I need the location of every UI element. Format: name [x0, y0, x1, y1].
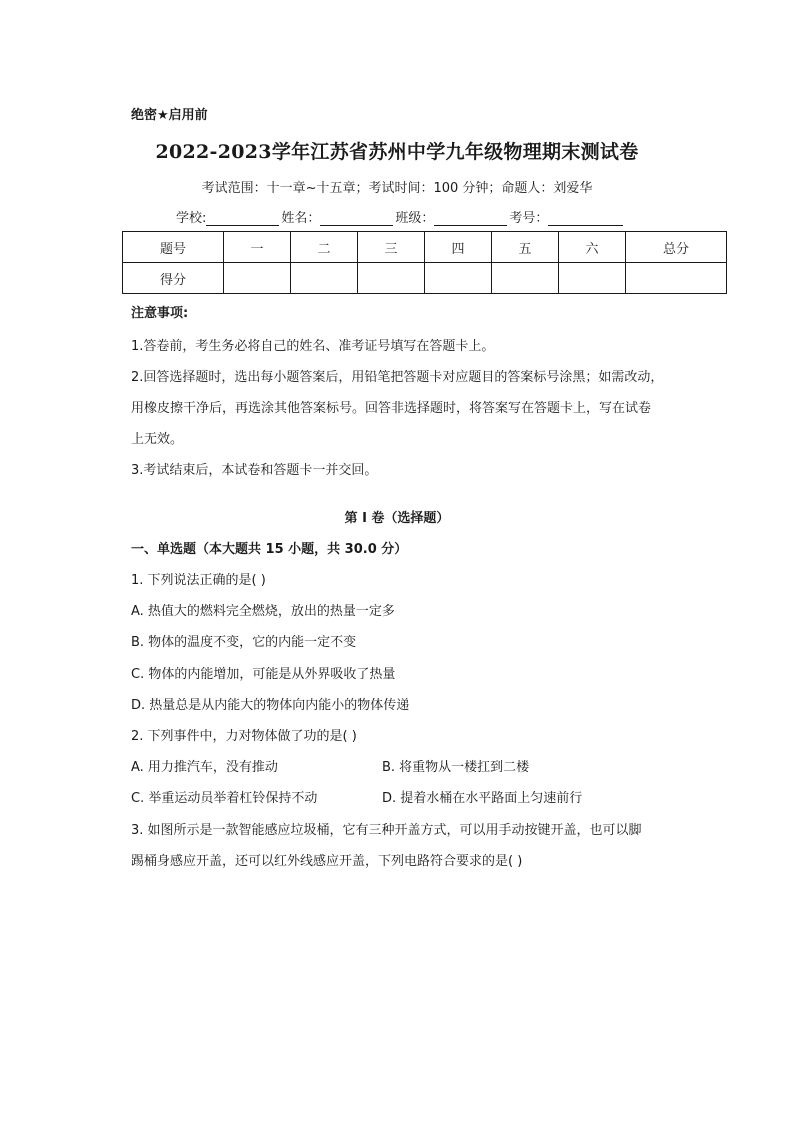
score-table-score-row: [123, 263, 727, 294]
question-1-option-d: D. 热量总是从内能大的物体向内能小的物体传递: [131, 698, 410, 713]
question-2-option-c: C. 举重运动员举着杠铃保持不动: [131, 791, 318, 806]
table-header-cell: 五: [492, 232, 559, 263]
score-cell: [358, 263, 425, 294]
secret-label: 绝密★启用前: [131, 108, 208, 123]
question-2-option-b: B. 将重物从一楼扛到二楼: [382, 760, 530, 775]
table-header-cell: 二: [291, 232, 358, 263]
score-cell: [492, 263, 559, 294]
table-header-cell: 一: [224, 232, 291, 263]
question-3-stem-line-1: 3. 如图所示是一款智能感应垃圾桶，它有三种开盖方式，可以用手动按键开盖，也可以脚: [131, 823, 642, 838]
notice-line: 1.答卷前，考生务必将自己的姓名、准考证号填写在答题卡上。: [131, 339, 495, 354]
question-1-option-c: C. 物体的内能增加，可能是从外界吸收了热量: [131, 667, 396, 682]
score-table-header-row: [123, 232, 727, 263]
table-header-cell: 题号: [123, 232, 224, 263]
name-label: 姓名：: [281, 211, 321, 226]
question-2-option-d: D. 提着水桶在水平路面上匀速前行: [382, 791, 583, 806]
question-3-stem-line-2: 踢桶身感应开盖，还可以红外线感应开盖，下列电路符合要求的是( ): [131, 854, 523, 869]
table-header-cell: 六: [559, 232, 626, 263]
score-cell: [559, 263, 626, 294]
score-cell: [224, 263, 291, 294]
class-label: 班级：: [395, 211, 435, 226]
question-2-option-a: A. 用力推汽车，没有推动: [131, 760, 278, 775]
question-1-option-b: B. 物体的温度不变，它的内能一定不变: [131, 635, 357, 650]
notice-line: 2.回答选择题时，选出每小题答案后，用铅笔把答题卡对应题目的答案标号涂黑；如需改动，: [131, 370, 664, 385]
score-cell: [425, 263, 492, 294]
question-1-stem: 1. 下列说法正确的是( ): [131, 573, 266, 588]
question-1-option-a: A. 热值大的燃料完全燃烧，放出的热量一定多: [131, 604, 395, 619]
score-cell: [626, 263, 727, 294]
exam-info: 考试范围：十一章~十五章；考试时间：100 分钟；命题人：刘爱华: [201, 181, 593, 196]
notice-line: 上无效。: [131, 432, 184, 447]
exam-no-blank: [548, 211, 623, 226]
name-blank: [320, 211, 393, 226]
notice-line: 3.考试结束后，本试卷和答题卡一并交回。: [131, 463, 378, 478]
school-blank: [206, 211, 279, 226]
class-blank: [434, 211, 507, 226]
school-label: 学校:: [176, 211, 207, 226]
notice-heading: 注意事项:: [131, 306, 189, 321]
score-table: [122, 231, 727, 294]
table-header-cell: 三: [358, 232, 425, 263]
question-2-stem: 2. 下列事件中，力对物体做了功的是( ): [131, 729, 357, 744]
score-row-label: 得分: [123, 263, 224, 294]
student-fields: [176, 207, 625, 226]
exam-title: 2022-2023学年江苏省苏州中学九年级物理期末测试卷: [155, 141, 639, 163]
section-title: 第 I 卷（选择题）: [344, 511, 450, 526]
score-cell: [291, 263, 358, 294]
notice-line: 用橡皮擦干净后，再选涂其他答案标号。回答非选择题时，将答案写在答题卡上，写在试卷: [131, 401, 652, 416]
exam-no-label: 考号：: [509, 211, 549, 226]
part-title: 一、单选题（本大题共 15 小题，共 30.0 分）: [131, 542, 408, 557]
table-header-cell: 四: [425, 232, 492, 263]
table-header-cell: 总分: [626, 232, 727, 263]
